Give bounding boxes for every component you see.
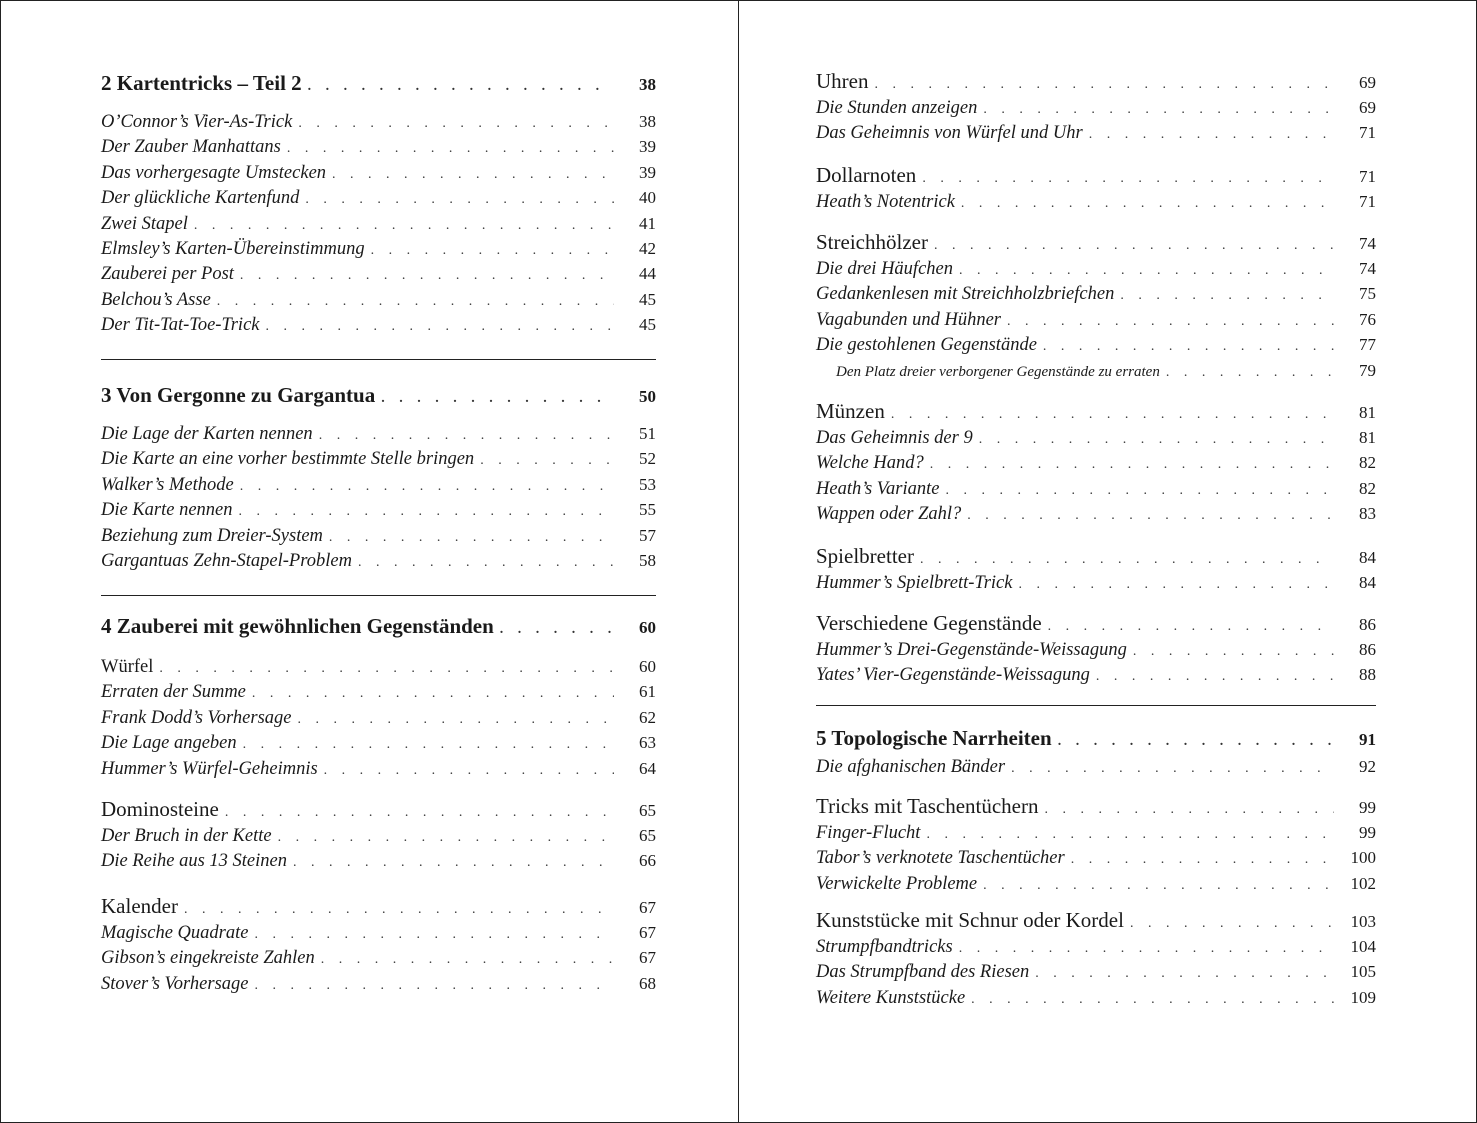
streichhoelzer-section bbox=[816, 228, 1376, 383]
toc-entry-title: Zwei Stapel bbox=[101, 213, 188, 234]
toc-page-number: 45 bbox=[639, 315, 656, 335]
toc-entry-title: Zauberei per Post bbox=[101, 264, 234, 285]
toc-page-number: 99 bbox=[1359, 798, 1376, 817]
toc-entry-title: Die Stunden anzeigen bbox=[816, 98, 978, 118]
toc-page-number: 58 bbox=[639, 550, 656, 570]
toc-entry-title: Die Reihe aus 13 Steinen bbox=[101, 851, 287, 872]
toc-entry[interactable] bbox=[816, 754, 1376, 779]
toc-entry[interactable] bbox=[816, 570, 1376, 595]
toc-page-number: 71 bbox=[1359, 192, 1376, 211]
leader-dots bbox=[959, 258, 1334, 283]
toc-page-number: 79 bbox=[1359, 360, 1376, 380]
toc-group-title: Tricks mit Taschentüchern bbox=[816, 794, 1039, 818]
toc-page-number: 41 bbox=[639, 213, 656, 233]
toc-entry-title: Beziehung zum Dreier-System bbox=[101, 525, 323, 546]
toc-page-number: 51 bbox=[639, 424, 656, 443]
leader-dots bbox=[946, 478, 1334, 503]
toc-entry[interactable] bbox=[816, 189, 1376, 214]
leader-dots bbox=[926, 822, 1334, 847]
toc-group[interactable] bbox=[816, 228, 1376, 256]
chapter-2-section bbox=[101, 67, 656, 338]
taschentuecher-section bbox=[816, 792, 1376, 896]
leader-dots bbox=[371, 238, 614, 263]
toc-page-number: 84 bbox=[1359, 548, 1376, 567]
leader-dots bbox=[194, 213, 614, 238]
leader-dots bbox=[961, 191, 1334, 216]
leader-dots bbox=[324, 758, 614, 783]
leader-dots bbox=[1048, 613, 1334, 641]
leader-dots bbox=[971, 987, 1334, 1012]
toc-group-title: Spielbretter bbox=[816, 544, 914, 568]
leader-dots bbox=[874, 71, 1334, 99]
muenzen-section bbox=[816, 397, 1376, 527]
toc-entry[interactable] bbox=[816, 662, 1376, 687]
leader-dots bbox=[1018, 572, 1334, 597]
toc-group[interactable] bbox=[816, 542, 1376, 570]
verschiedene-section bbox=[816, 609, 1376, 688]
toc-page-number: 82 bbox=[1359, 478, 1376, 498]
leader-dots bbox=[184, 896, 614, 924]
toc-entry-title: Die drei Häufchen bbox=[816, 259, 953, 279]
leader-dots bbox=[1043, 334, 1334, 359]
toc-page-number: 99 bbox=[1359, 823, 1376, 842]
toc-page-number: 77 bbox=[1359, 335, 1376, 355]
leader-dots bbox=[480, 448, 614, 473]
toc-entry[interactable] bbox=[816, 985, 1376, 1010]
leader-dots bbox=[255, 973, 615, 998]
toc-entry[interactable] bbox=[816, 871, 1376, 896]
toc-group[interactable] bbox=[101, 795, 656, 823]
toc-page-number: 65 bbox=[639, 800, 656, 820]
section-divider bbox=[101, 359, 656, 360]
toc-entry-title: Finger-Flucht bbox=[816, 823, 921, 843]
leader-dots bbox=[1130, 910, 1334, 938]
leader-dots bbox=[1089, 122, 1334, 147]
leader-dots bbox=[983, 97, 1334, 122]
toc-entry-title: Hummer’s Spielbrett-Trick bbox=[816, 573, 1013, 593]
leader-dots bbox=[319, 423, 614, 448]
dollar-section bbox=[816, 161, 1376, 214]
chapter-4-section bbox=[101, 610, 656, 996]
leader-dots bbox=[1011, 756, 1334, 781]
toc-subentry-title: Den Platz dreier verborgener Gegenstände zu erraten bbox=[836, 363, 1160, 380]
toc-entry[interactable] bbox=[101, 654, 656, 679]
toc-chapter-title: 4 Zauberei mit gewöhnlichen Gegenständen bbox=[101, 614, 494, 638]
toc-entry[interactable] bbox=[101, 446, 656, 471]
toc-page-number: 91 bbox=[1359, 730, 1376, 749]
toc-page-number: 69 bbox=[1359, 73, 1376, 92]
leader-dots bbox=[159, 656, 614, 681]
toc-page-number: 67 bbox=[639, 922, 656, 942]
leader-dots bbox=[358, 550, 614, 575]
toc-group-title: Kalender bbox=[101, 893, 178, 918]
toc-entry[interactable] bbox=[816, 934, 1376, 959]
toc-chapter[interactable] bbox=[101, 67, 656, 99]
toc-page-number: 74 bbox=[1359, 234, 1376, 253]
toc-entry-title: Strumpfbandtricks bbox=[816, 937, 953, 957]
toc-group[interactable] bbox=[816, 906, 1376, 934]
toc-page-number: 100 bbox=[1350, 848, 1376, 868]
toc-entry[interactable] bbox=[101, 134, 656, 159]
toc-entry-title: Gibson’s eingekreiste Zahlen bbox=[101, 948, 315, 969]
toc-page-number: 76 bbox=[1359, 309, 1376, 329]
leader-dots bbox=[332, 162, 614, 187]
leader-dots bbox=[278, 825, 614, 850]
leader-dots bbox=[920, 546, 1334, 574]
toc-entry-title: Yates’ Vier-Gegenstände-Weissagung bbox=[816, 665, 1090, 686]
toc-entry[interactable] bbox=[101, 261, 656, 286]
toc-entry-title: Vagabunden und Hühner bbox=[816, 309, 1001, 330]
toc-entry[interactable] bbox=[101, 312, 656, 337]
toc-group[interactable] bbox=[816, 67, 1376, 95]
toc-page-number: 67 bbox=[639, 897, 656, 917]
toc-entry-title: Frank Dodd’s Vorhersage bbox=[101, 707, 292, 728]
toc-entry-title: Heath’s Notentrick bbox=[816, 192, 955, 212]
toc-entry-title: Belchou’s Asse bbox=[101, 289, 211, 310]
toc-entry-title: Stover’s Vorhersage bbox=[101, 973, 249, 994]
toc-entry[interactable] bbox=[101, 920, 656, 945]
toc-entry-title: Walker’s Methode bbox=[101, 474, 234, 495]
leader-dots bbox=[308, 71, 614, 103]
leader-dots bbox=[979, 427, 1334, 452]
leader-dots bbox=[1120, 283, 1334, 308]
leader-dots bbox=[891, 401, 1334, 429]
toc-entry-title: Die Karte nennen bbox=[101, 500, 233, 521]
leader-dots bbox=[305, 187, 614, 212]
toc-page-number: 63 bbox=[639, 733, 656, 753]
leader-dots bbox=[298, 111, 614, 136]
toc-entry[interactable] bbox=[816, 637, 1376, 662]
toc-chapter-title: 5 Topologische Narrheiten bbox=[816, 726, 1052, 750]
toc-page-number: 39 bbox=[639, 162, 656, 182]
leader-dots bbox=[983, 873, 1334, 898]
toc-group-title: Kunststücke mit Schnur oder Kordel bbox=[816, 908, 1124, 932]
toc-entry-title: Die afghanischen Bänder bbox=[816, 757, 1006, 777]
toc-page-number: 109 bbox=[1350, 987, 1376, 1007]
leader-dots bbox=[1071, 847, 1334, 872]
toc-entry-title: Gedankenlesen mit Streichholzbriefchen bbox=[816, 284, 1115, 305]
toc-page-number: 40 bbox=[639, 188, 656, 208]
toc-entry-title: Das Geheimnis von Würfel und Uhr bbox=[816, 123, 1083, 144]
leader-dots bbox=[922, 165, 1334, 193]
chapter-3-section bbox=[101, 379, 656, 573]
toc-entry[interactable] bbox=[816, 332, 1376, 357]
toc-page-number: 64 bbox=[639, 758, 656, 778]
leader-dots bbox=[959, 936, 1334, 961]
leader-dots bbox=[1058, 726, 1334, 758]
toc-page-number: 50 bbox=[639, 387, 656, 406]
toc-entry[interactable] bbox=[816, 820, 1376, 845]
toc-page-number: 67 bbox=[639, 948, 656, 968]
toc-entry[interactable] bbox=[816, 425, 1376, 450]
toc-entry-title: Heath’s Variante bbox=[816, 478, 940, 499]
toc-page-number: 39 bbox=[639, 137, 656, 157]
toc-entry-title: Das Geheimnis der 9 bbox=[816, 428, 973, 448]
toc-page-number: 71 bbox=[1359, 167, 1376, 186]
toc-page-number: 82 bbox=[1359, 453, 1376, 473]
toc-entry[interactable] bbox=[101, 945, 656, 970]
toc-entry-title: Weitere Kunststücke bbox=[816, 987, 966, 1008]
toc-entry[interactable] bbox=[101, 472, 656, 497]
right-page bbox=[816, 1, 1376, 1122]
toc-page-number: 55 bbox=[639, 500, 656, 520]
toc-entry-title: Wappen oder Zahl? bbox=[816, 504, 962, 525]
toc-entry-title: Der glückliche Kartenfund bbox=[101, 188, 300, 209]
toc-group-title: Dominosteine bbox=[101, 796, 219, 821]
toc-entry[interactable] bbox=[816, 256, 1376, 281]
leader-dots bbox=[225, 799, 614, 827]
toc-page-number: 88 bbox=[1359, 665, 1376, 685]
toc-chapter[interactable] bbox=[101, 610, 656, 642]
toc-page-number: 81 bbox=[1359, 428, 1376, 447]
leader-dots bbox=[1035, 961, 1334, 986]
toc-entry[interactable] bbox=[101, 971, 656, 996]
toc-page-number: 42 bbox=[639, 238, 656, 258]
toc-page-number: 92 bbox=[1359, 757, 1376, 776]
toc-entry[interactable] bbox=[816, 450, 1376, 475]
toc-entry[interactable] bbox=[816, 501, 1376, 526]
toc-page-number: 52 bbox=[639, 449, 656, 469]
toc-entry[interactable] bbox=[101, 160, 656, 185]
section-divider bbox=[101, 595, 656, 596]
toc-entry[interactable] bbox=[816, 307, 1376, 332]
toc-page-number: 45 bbox=[639, 289, 656, 309]
chapter-5-section bbox=[816, 722, 1376, 779]
toc-group-title: Münzen bbox=[816, 399, 885, 423]
leader-dots bbox=[217, 289, 614, 314]
leader-dots bbox=[321, 947, 614, 972]
leader-dots bbox=[293, 850, 614, 875]
toc-entry-title: Magische Quadrate bbox=[101, 922, 249, 943]
toc-group-title: Dollarnoten bbox=[816, 163, 917, 187]
toc-entry-title: Die Lage der Karten nennen bbox=[101, 424, 313, 444]
leader-dots bbox=[1045, 796, 1335, 824]
toc-entry[interactable] bbox=[101, 497, 656, 522]
toc-page-number: 60 bbox=[639, 618, 656, 637]
toc-page-number: 38 bbox=[639, 75, 656, 94]
toc-group-title: Streichhölzer bbox=[816, 230, 928, 254]
toc-page-number: 83 bbox=[1359, 504, 1376, 524]
left-page bbox=[101, 1, 656, 1122]
toc-subentry[interactable] bbox=[816, 358, 1376, 383]
leader-dots bbox=[500, 614, 614, 646]
toc-entry[interactable] bbox=[101, 705, 656, 730]
toc-page-number: 75 bbox=[1359, 284, 1376, 304]
toc-page-number: 44 bbox=[639, 264, 656, 284]
toc-group[interactable] bbox=[816, 161, 1376, 189]
leader-dots bbox=[930, 452, 1334, 477]
toc-group[interactable] bbox=[816, 609, 1376, 637]
toc-chapter[interactable] bbox=[816, 722, 1376, 754]
toc-entry[interactable] bbox=[101, 548, 656, 573]
toc-entry-title: Der Tit-Tat-Toe-Trick bbox=[101, 315, 260, 336]
toc-group[interactable] bbox=[816, 792, 1376, 820]
toc-group[interactable] bbox=[101, 892, 656, 920]
toc-page-number: 68 bbox=[639, 973, 656, 993]
toc-group[interactable] bbox=[816, 397, 1376, 425]
toc-entry[interactable] bbox=[101, 730, 656, 755]
toc-page-number: 102 bbox=[1350, 873, 1376, 893]
toc-entry-title: Die gestohlenen Gegenstände bbox=[816, 335, 1037, 356]
toc-page-number: 38 bbox=[639, 112, 656, 131]
leader-dots bbox=[252, 681, 614, 706]
toc-entry[interactable] bbox=[816, 95, 1376, 120]
toc-page-number: 86 bbox=[1359, 640, 1376, 659]
toc-entry[interactable] bbox=[101, 523, 656, 548]
toc-entry-title: Der Zauber Manhattans bbox=[101, 137, 281, 158]
toc-entry[interactable] bbox=[101, 823, 656, 848]
toc-page-number: 71 bbox=[1359, 123, 1376, 143]
toc-entry-title: Das vorhergesagte Umstecken bbox=[101, 162, 327, 183]
leader-dots bbox=[329, 525, 614, 550]
toc-page-number: 60 bbox=[639, 657, 656, 676]
toc-page-number: 53 bbox=[639, 474, 656, 494]
toc-group-title: Verschiedene Gegenstände bbox=[816, 611, 1042, 635]
leader-dots bbox=[1096, 664, 1334, 689]
toc-page-number: 105 bbox=[1350, 962, 1376, 982]
toc-entry[interactable] bbox=[101, 848, 656, 873]
toc-entry[interactable] bbox=[101, 421, 656, 446]
toc-entry[interactable] bbox=[101, 185, 656, 210]
schnur-section bbox=[816, 906, 1376, 1010]
section-divider bbox=[816, 705, 1376, 706]
toc-page-number: 57 bbox=[639, 525, 656, 545]
leader-dots bbox=[266, 314, 615, 339]
leader-dots bbox=[1007, 309, 1334, 334]
leader-dots bbox=[240, 474, 614, 499]
toc-entry[interactable] bbox=[816, 845, 1376, 870]
toc-page-number: 104 bbox=[1350, 937, 1376, 956]
toc-chapter-title: 3 Von Gergonne zu Gargantua bbox=[101, 383, 376, 407]
toc-chapter-title: 2 Kartentricks – Teil 2 bbox=[101, 71, 302, 95]
toc-page-number: 86 bbox=[1359, 615, 1376, 634]
toc-entry-title: Der Bruch in der Kette bbox=[101, 825, 272, 846]
toc-entry[interactable] bbox=[101, 287, 656, 312]
toc-entry[interactable] bbox=[101, 756, 656, 781]
toc-page-number: 81 bbox=[1359, 403, 1376, 422]
toc-page-number: 84 bbox=[1359, 573, 1376, 592]
leader-dots bbox=[967, 503, 1334, 528]
leader-dots bbox=[243, 732, 614, 757]
toc-entry-title: Hummer’s Drei-Gegenstände-Weissagung bbox=[816, 640, 1127, 660]
toc-page-number: 62 bbox=[639, 707, 656, 727]
toc-entry-title: Gargantuas Zehn-Stapel-Problem bbox=[101, 550, 352, 571]
toc-entry-title: Die Karte an eine vorher bestimmte Stelle bringen bbox=[101, 449, 475, 470]
spielbretter-section bbox=[816, 542, 1376, 595]
toc-entry-title: Welche Hand? bbox=[816, 453, 924, 474]
toc-entry-title: O’Connor’s Vier-As-Trick bbox=[101, 112, 293, 132]
toc-entry[interactable] bbox=[101, 236, 656, 261]
toc-entry-title: Verwickelte Probleme bbox=[816, 873, 978, 894]
leader-dots bbox=[381, 383, 614, 415]
toc-entry[interactable] bbox=[816, 959, 1376, 984]
toc-entry[interactable] bbox=[101, 109, 656, 134]
toc-page-number: 74 bbox=[1359, 259, 1376, 278]
toc-entry[interactable] bbox=[101, 679, 656, 704]
toc-entry[interactable] bbox=[101, 211, 656, 236]
toc-entry-title: Hummer’s Würfel-Geheimnis bbox=[101, 758, 318, 779]
page-gutter bbox=[738, 1, 739, 1122]
toc-entry[interactable] bbox=[816, 120, 1376, 145]
toc-entry-title: Erraten der Summe bbox=[101, 682, 246, 703]
toc-entry-title: Die Lage angeben bbox=[101, 733, 237, 754]
leader-dots bbox=[934, 232, 1334, 260]
leader-dots bbox=[1166, 360, 1334, 385]
leader-dots bbox=[297, 707, 614, 732]
toc-page-number: 61 bbox=[639, 682, 656, 702]
toc-page-number: 66 bbox=[639, 851, 656, 871]
toc-group-title: Uhren bbox=[816, 69, 869, 93]
leader-dots bbox=[239, 499, 614, 524]
leader-dots bbox=[254, 922, 614, 947]
toc-entry-title: Elmsley’s Karten-Übereinstimmung bbox=[101, 238, 365, 259]
leader-dots bbox=[1133, 639, 1334, 664]
toc-entry-title: Das Strumpfband des Riesen bbox=[816, 962, 1030, 983]
toc-page-number: 103 bbox=[1350, 912, 1376, 931]
toc-page-number: 65 bbox=[639, 825, 656, 845]
toc-entry[interactable] bbox=[816, 476, 1376, 501]
toc-entry[interactable] bbox=[816, 281, 1376, 306]
toc-entry-title: Tabor’s verknotete Taschentücher bbox=[816, 848, 1065, 869]
toc-page-number: 69 bbox=[1359, 98, 1376, 117]
toc-chapter[interactable] bbox=[101, 379, 656, 411]
uhren-section bbox=[816, 67, 1376, 146]
leader-dots bbox=[240, 263, 614, 288]
toc-entry-title: Würfel bbox=[101, 657, 154, 677]
leader-dots bbox=[287, 136, 614, 161]
